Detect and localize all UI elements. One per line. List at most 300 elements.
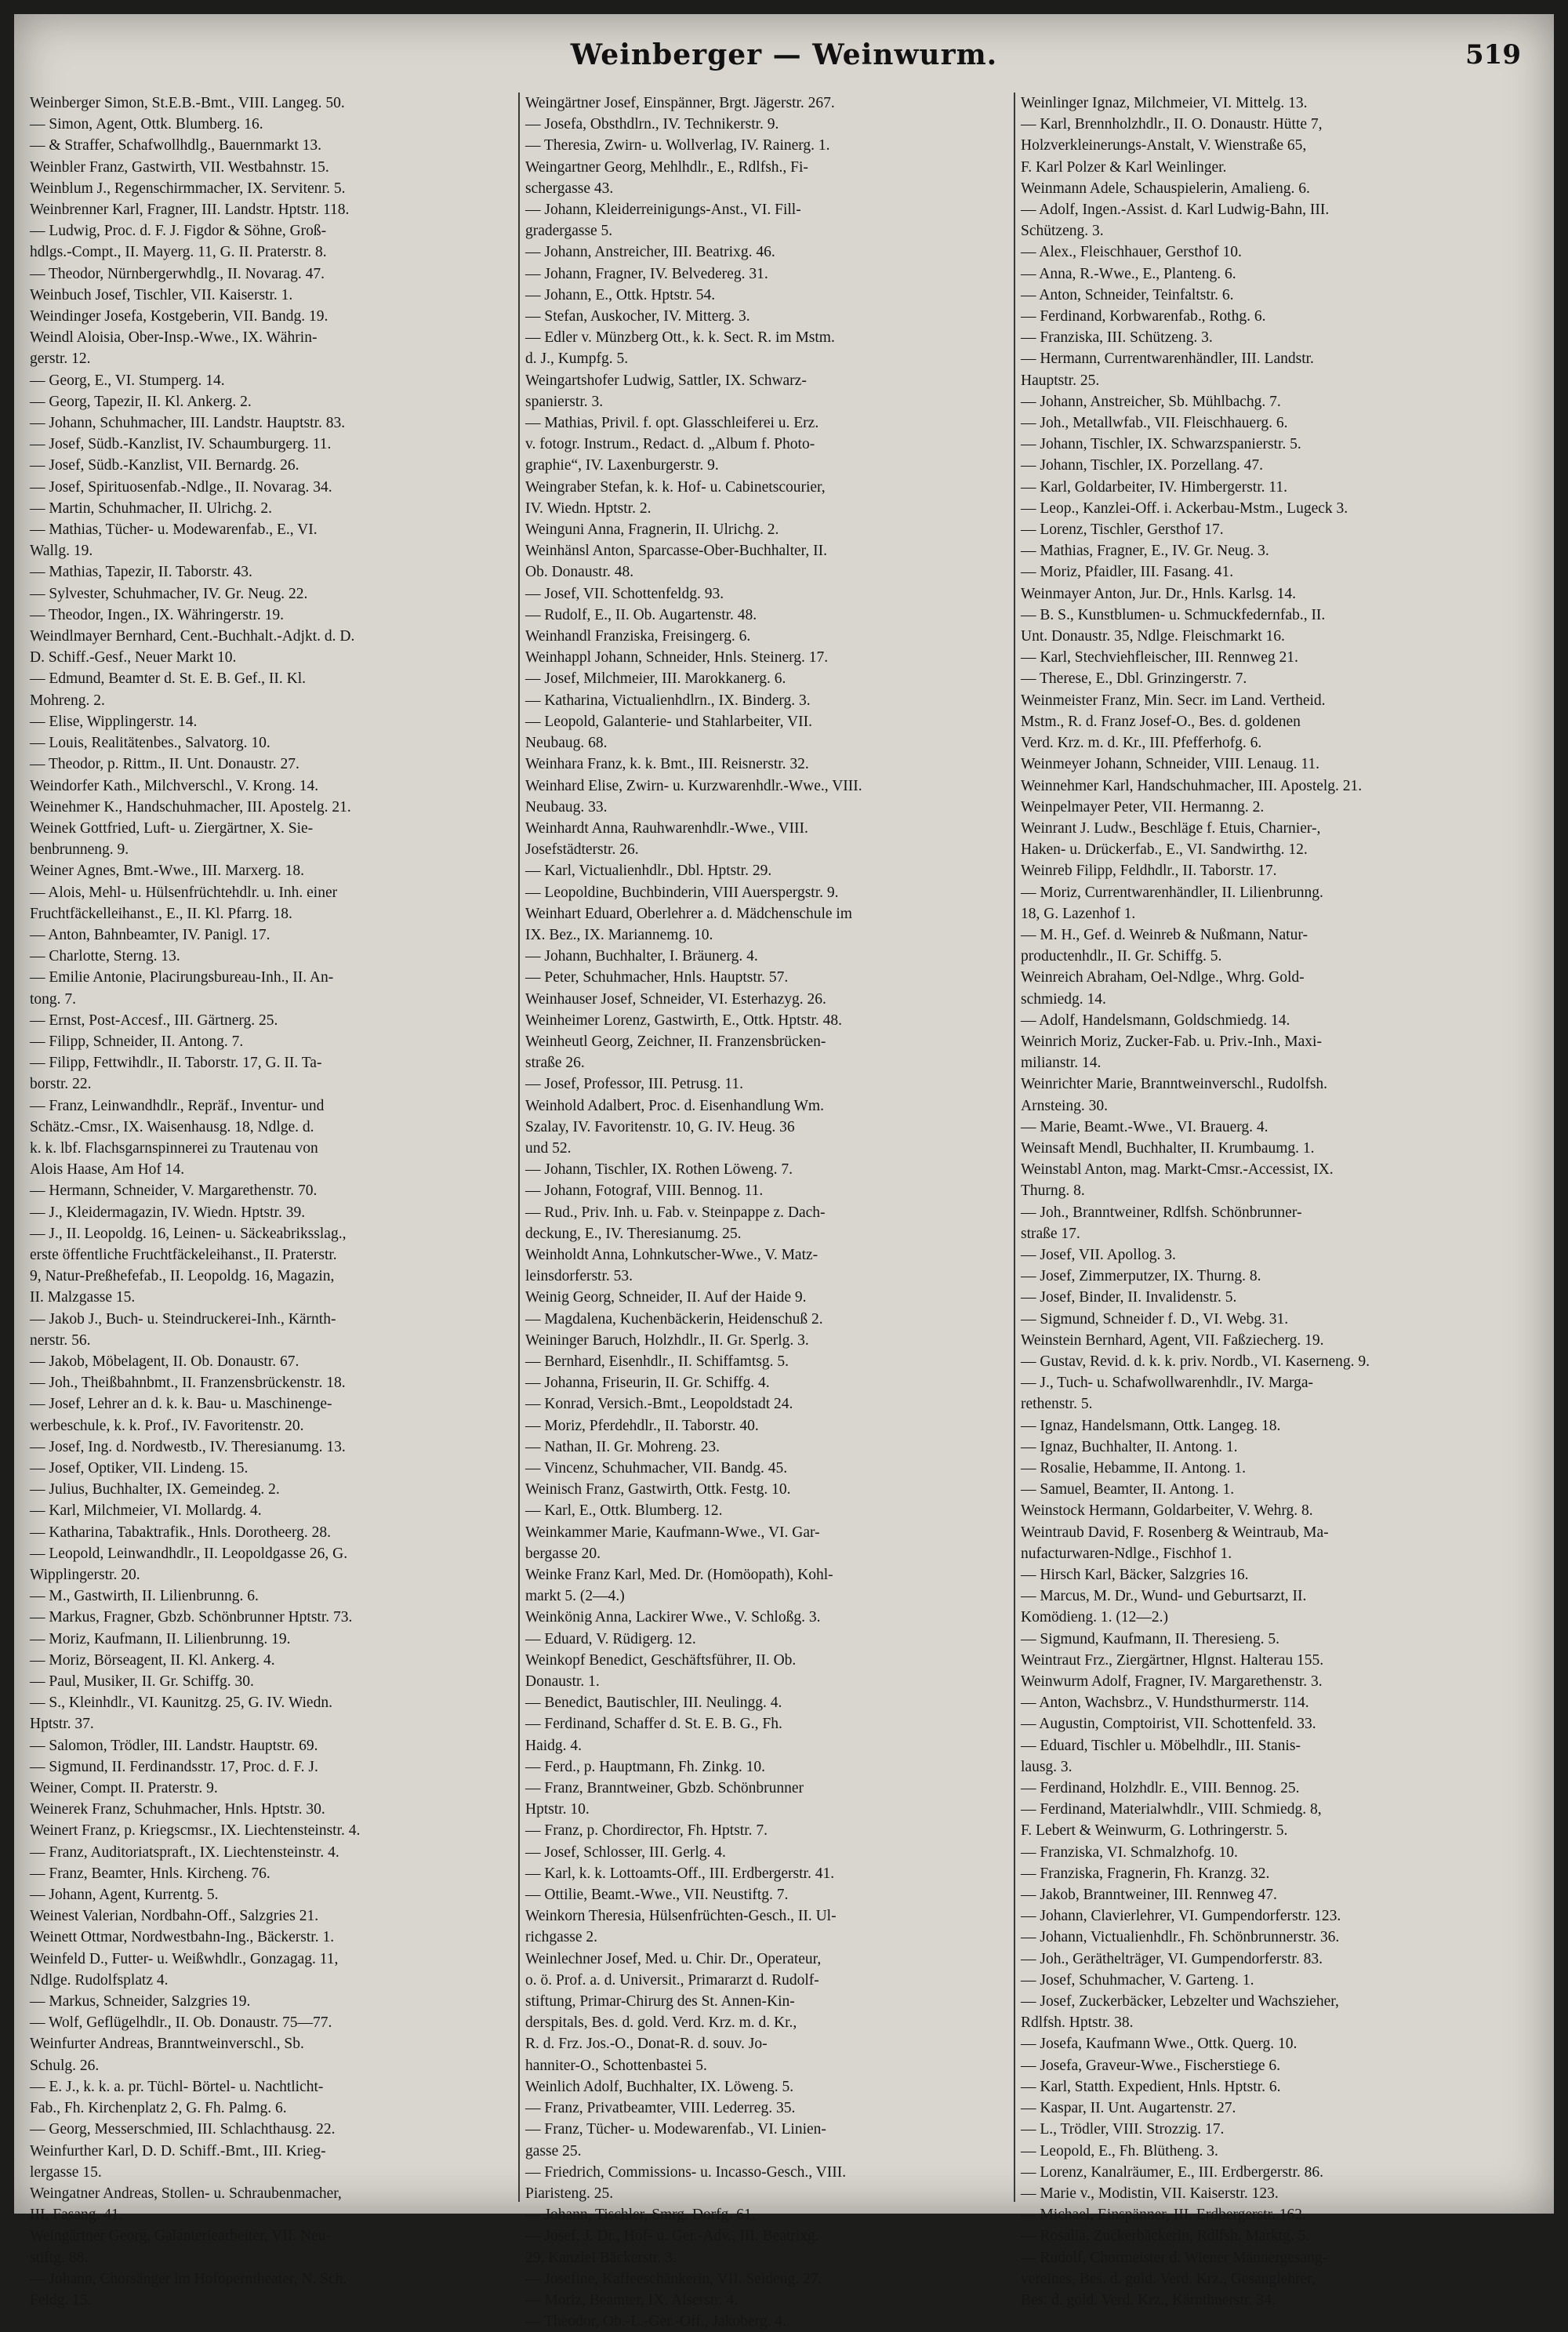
- directory-line: Haken- u. Drückerfab., E., VI. Sandwirthg. 12.: [1021, 841, 1308, 859]
- directory-line: — Johann, Agent, Kurrentg. 5.: [30, 1887, 219, 1904]
- directory-line: Weinreb Filipp, Feldhdlr., II. Taborstr. 17.: [1021, 863, 1277, 880]
- directory-line: Unt. Donaustr. 35, Ndlge. Fleischmarkt 16.: [1021, 628, 1285, 645]
- directory-line: — Anton, Wachsbrz., V. Hundsthurmerstr. 114.: [1021, 1695, 1309, 1712]
- directory-line: — Anton, Schneider, Teinfaltstr. 6.: [1021, 286, 1234, 303]
- directory-line: tong. 7.: [30, 990, 77, 1008]
- directory-line: Weinrichter Marie, Branntweinverschl., Rudolfsh.: [1021, 1076, 1328, 1093]
- directory-line: Weinke Franz Karl, Med. Dr. (Homöopath), Kohl-: [525, 1567, 833, 1584]
- directory-line: — Julius, Buchhalter, IX. Gemeindeg. 2.: [30, 1481, 280, 1498]
- directory-line: Weinreich Abraham, Oel-Ndlge., Whrg. Gold-: [1021, 969, 1305, 986]
- directory-line: — Rudolf, E., II. Ob. Augartenstr. 48.: [525, 606, 757, 623]
- directory-line: Neubaug. 68.: [525, 735, 608, 752]
- directory-line: — E. J., k. k. a. pr. Tüchl- Börtel- u. Nachtlicht-: [30, 2078, 324, 2095]
- directory-line: richgasse 2.: [525, 1929, 598, 1946]
- directory-line: Rdlfsh. Hptstr. 38.: [1021, 2014, 1134, 2032]
- directory-line: — Franz, p. Chordirector, Fh. Hptstr. 7.: [525, 1822, 768, 1840]
- directory-line: — Martin, Schuhmacher, II. Ulrichg. 2.: [30, 499, 272, 517]
- directory-line: Weinhart Eduard, Oberlehrer a. d. Mädchenschule im: [525, 905, 852, 922]
- directory-line: — Edmund, Beamter d. St. E. B. Gef., II. Kl.: [30, 670, 307, 688]
- directory-line: — Jakob, Möbelagent, II. Ob. Donaustr. 67.: [30, 1353, 299, 1370]
- directory-line: — Franz, Tücher- u. Modewarenfab., VI. Linien-: [525, 2121, 826, 2138]
- directory-line: — Josef, VII. Apollog. 3.: [1021, 1246, 1176, 1263]
- directory-line: — Josefa, Kaufmann Wwe., Ottk. Querg. 10.: [1021, 2036, 1298, 2053]
- directory-line: — Johanna, Friseurin, II. Gr. Schiffg. 4.: [525, 1375, 770, 1392]
- directory-line: — Moriz, Börseagent, II. Kl. Ankerg. 4.: [30, 1651, 275, 1669]
- directory-line: graphie“, IV. Laxenburgerstr. 9.: [525, 457, 719, 474]
- directory-line: — Johann, Schuhmacher, III. Landstr. Hauptstr. 83.: [30, 415, 346, 432]
- directory-line: Weinlinger Ignaz, Milchmeier, VI. Mittelg. 13.: [1021, 95, 1308, 111]
- directory-line: Weingartshofer Ludwig, Sattler, IX. Schwarz-: [525, 372, 807, 389]
- directory-line: — Ferdinand, Schaffer d. St. E. B. G., Fh.: [525, 1716, 782, 1733]
- directory-line: Weingatner Andreas, Stollen- u. Schraubenmacher,: [30, 2185, 342, 2202]
- directory-line: — Josef, Optiker, VII. Lindeng. 15.: [30, 1460, 249, 1477]
- directory-line: werbeschule, k. k. Prof., IV. Favoritenstr. 20.: [30, 1417, 304, 1434]
- directory-line: — Moriz, Kaufmann, II. Lilienbrunng. 19.: [30, 1630, 291, 1647]
- directory-line: Weinfeld D., Futter- u. Weißwhdlr., Gonzagag. 11,: [30, 1950, 339, 1967]
- directory-line: — Karl, Victualienhdlr., Dbl. Hptstr. 29.: [525, 863, 772, 880]
- directory-line: — Kaspar, II. Unt. Augartenstr. 27.: [1021, 2100, 1236, 2117]
- text-columns: [30, 93, 1538, 2330]
- directory-line: — Karl, k. k. Lottoamts-Off., III. Erdbergerstr. 41.: [525, 1865, 835, 1882]
- directory-line: lergasse 15.: [30, 2163, 102, 2181]
- directory-line: — Karl, Goldarbeiter, IV. Himbergerstr. 11.: [1021, 478, 1288, 496]
- directory-line: 29, Kanzlei Bäckerstr. 3.: [525, 2249, 677, 2266]
- directory-line: — Johann, Buchhalter, I. Bräunerg. 4.: [525, 948, 758, 965]
- directory-line: schmiedg. 14.: [1021, 990, 1106, 1008]
- directory-line: Fab., Fh. Kirchenplatz 2, G. Fh. Palmg. 6.: [30, 2100, 287, 2117]
- directory-line: Weinhauser Josef, Schneider, VI. Esterhazyg. 26.: [525, 990, 826, 1008]
- directory-line: — Johann, Tischler, Smrg. Dorfg. 61.: [525, 2207, 756, 2224]
- directory-line: — Joh., Metallwfab., VII. Fleischhauerg. 6.: [1021, 415, 1288, 432]
- directory-line: — Georg, Messerschmied, III. Schlachthausg. 22.: [30, 2121, 336, 2138]
- directory-page: [14, 14, 1554, 2330]
- directory-line: markt 5. (2—4.): [525, 1588, 625, 1605]
- directory-line: — Josef, Südb.-Kanzlist, VII. Bernardg. 26.: [30, 457, 299, 474]
- directory-line: — Vincenz, Schuhmacher, VII. Bandg. 45.: [525, 1460, 788, 1477]
- directory-line: Weingärtner Josef, Einspänner, Brgt. Jägerstr. 267.: [525, 95, 835, 111]
- directory-line: — Franz, Beamter, Hnls. Kircheng. 76.: [30, 1865, 270, 1882]
- directory-line: erste öffentliche Fruchtfäckeleihanst., II. Praterstr.: [30, 1246, 337, 1263]
- directory-line: — Elise, Wipplingerstr. 14.: [30, 713, 198, 730]
- directory-line: 18, G. Lazenhof 1.: [1021, 905, 1136, 922]
- directory-line: Alois Haase, Am Hof 14.: [30, 1161, 185, 1179]
- directory-line: Mohreng. 2.: [30, 692, 105, 709]
- directory-line: — Franz, Leinwandhdlr., Repräf., Inventur- und: [30, 1097, 325, 1114]
- directory-line: — Josef, Südb.-Kanzlist, IV. Schaumburgerg. 11.: [30, 436, 332, 453]
- directory-line: — Josef, Binder, II. Invalidenstr. 5.: [1021, 1289, 1237, 1306]
- directory-line: Weindlmayer Bernhard, Cent.-Buchhalt.-Adjkt. d. D.: [30, 628, 355, 645]
- directory-line: gasse 25.: [525, 2142, 582, 2159]
- directory-line: Feldg. 15.: [30, 2291, 92, 2308]
- directory-line: Szalay, IV. Favoritenstr. 10, G. IV. Heug. 36: [525, 1118, 795, 1135]
- directory-line: Weinpelmayer Peter, VII. Hermanng. 2.: [1021, 798, 1265, 815]
- directory-line: — Stefan, Auskocher, IV. Mitterg. 3.: [525, 308, 750, 325]
- directory-line: Piaristeng. 25.: [525, 2185, 614, 2202]
- directory-line: — Joh., Geräthelträger, VI. Gumpendorferstr. 83.: [1021, 1950, 1323, 1967]
- directory-line: — Filipp, Schneider, II. Antong. 7.: [30, 1033, 244, 1050]
- directory-line: Weinmeister Franz, Min. Secr. im Land. Vertheid.: [1021, 692, 1326, 709]
- directory-line: Ndlge. Rudolfsplatz 4.: [30, 1971, 169, 1989]
- directory-line: Weinlechner Josef, Med. u. Chir. Dr., Operateur,: [525, 1950, 822, 1967]
- directory-line: Weinmann Adele, Schauspielerin, Amalieng. 6.: [1021, 180, 1310, 197]
- directory-line: — Josef, Schlosser, III. Gerlg. 4.: [525, 1843, 726, 1861]
- directory-line: — Josef, VII. Schottenfeldg. 93.: [525, 585, 724, 602]
- directory-line: Weinkönig Anna, Lackirer Wwe., V. Schloßg. 3.: [525, 1609, 821, 1626]
- directory-line: Weinrich Moriz, Zucker-Fab. u. Priv.-Inh., Maxi-: [1021, 1033, 1322, 1050]
- directory-line: — Anna, R.-Wwe., E., Planteng. 6.: [1021, 265, 1236, 282]
- directory-line: — Joh., Branntweiner, Rdlfsh. Schönbrunner-: [1021, 1204, 1302, 1221]
- directory-line: — Ferd., p. Hauptmann, Fh. Zinkg. 10.: [525, 1758, 766, 1775]
- directory-line: k. k. lbf. Flachsgarnspinnerei zu Trautenau von: [30, 1139, 318, 1157]
- directory-line: — Anton, Bahnbeamter, IV. Panigl. 17.: [30, 926, 270, 943]
- directory-line: — Johann, Clavierlehrer, VI. Gumpendorferstr. 123.: [1021, 1908, 1341, 1925]
- directory-line: stiftung, Primar-Chirurg des St. Annen-Kin-: [525, 1993, 795, 2011]
- directory-line: Schätz.-Cmsr., IX. Waisenhausg. 18, Ndlge. d.: [30, 1118, 314, 1135]
- directory-line: Weininger Baruch, Holzhdlr., II. Gr. Sperlg. 3.: [525, 1331, 809, 1349]
- directory-line: Neubaug. 33.: [525, 798, 608, 815]
- directory-line: lausg. 3.: [1021, 1758, 1073, 1775]
- directory-line: — Josefine, Kaffeeschänkerin, VII. Seideng. 27.: [525, 2270, 822, 2287]
- directory-line: — Mathias, Tapezir, II. Taborstr. 43.: [30, 564, 252, 581]
- directory-line: — Josef, Schuhmacher, V. Garteng. 1.: [1021, 1971, 1254, 1989]
- directory-line: — Franz, Auditoriatspraft., IX. Liechtensteinstr. 4.: [30, 1843, 339, 1861]
- directory-line: Weinbrenner Karl, Fragner, III. Landstr. Hptstr. 118.: [30, 202, 350, 219]
- directory-line: Hauptstr. 25.: [1021, 372, 1100, 389]
- directory-line: — Josef, Professor, III. Petrusg. 11.: [525, 1076, 743, 1093]
- directory-line: — M., Gastwirth, II. Lilienbrunng. 6.: [30, 1588, 259, 1605]
- directory-line: nufacturwaren-Ndlge., Fischhof 1.: [1021, 1545, 1232, 1562]
- directory-line: — Franz, Privatbeamter, VIII. Lederreg. 35.: [525, 2100, 796, 2117]
- directory-line: Donaustr. 1.: [525, 1673, 600, 1691]
- directory-line: — & Straffer, Schafwollhdlg., Bauernmarkt 13.: [30, 137, 321, 154]
- directory-line: Wipplingerstr. 20.: [30, 1567, 140, 1584]
- directory-line: — Karl, Statth. Expedient, Hnls. Hptstr. 6.: [1021, 2078, 1281, 2095]
- directory-line: — Nathan, II. Gr. Mohreng. 23.: [525, 1438, 720, 1455]
- directory-line: — Theodor, p. Rittm., II. Unt. Donaustr. 27.: [30, 756, 299, 773]
- directory-line: — Bernhard, Eisenhdlr., II. Schiffamtsg. 5.: [525, 1353, 789, 1370]
- directory-line: — Josef, Zuckerbäcker, Lebzelter und Wachszieher,: [1021, 1993, 1339, 2011]
- directory-line: spanierstr. 3.: [525, 393, 604, 410]
- directory-line: Weiner, Compt. II. Praterstr. 9.: [30, 1780, 218, 1797]
- directory-line: — Karl, Brennholzhdlr., II. O. Donaustr. Hütte 7,: [1021, 116, 1323, 133]
- directory-line: — Josef, Ing. d. Nordwestb., IV. Theresianumg. 13.: [30, 1438, 346, 1455]
- directory-line: Weinig Georg, Schneider, II. Auf der Haide 9.: [525, 1289, 807, 1306]
- directory-line: — Moriz, Pfaidler, III. Fasang. 41.: [1021, 564, 1234, 581]
- directory-line: bergasse 20.: [525, 1545, 601, 1562]
- directory-line: — Friedrich, Commissions- u. Incasso-Gesch., VIII.: [525, 2163, 847, 2181]
- running-title: Weinberger — Weinwurm.: [570, 38, 998, 71]
- directory-line: — Josef, Zimmerputzer, IX. Thurng. 8.: [1021, 1268, 1261, 1285]
- directory-line: — Karl, Stechviehfleischer, III. Rennweg 21.: [1021, 649, 1298, 667]
- directory-line: F. Lebert & Weinwurm, G. Lothringerstr. 5.: [1021, 1822, 1288, 1840]
- directory-line: vereines, Bes. d. gold. Verd. Krz., Gesanglehrer,: [1021, 2270, 1316, 2287]
- directory-line: Weinkopf Benedict, Geschäftsführer, II. Ob.: [525, 1651, 797, 1669]
- directory-line: — Moriz, Beamter, IX. Alserstr. 4.: [525, 2291, 739, 2308]
- directory-line: — Franziska, VI. Schmalzhofg. 10.: [1021, 1843, 1238, 1861]
- directory-line: Weinhard Elise, Zwirn- u. Kurzwarenhdlr.-Wwe., VIII.: [525, 777, 862, 794]
- directory-line: Weinest Valerian, Nordbahn-Off., Salzgries 21.: [30, 1908, 319, 1925]
- directory-line: — Ernst, Post-Accesf., III. Gärtnerg. 25.: [30, 1012, 278, 1029]
- directory-line: Wallg. 19.: [30, 543, 93, 560]
- directory-line: — Mathias, Tücher- u. Modewarenfab., E., VI.: [30, 521, 318, 539]
- column-divider: [1014, 93, 1015, 2202]
- directory-line: — Theresia, Zwirn- u. Wollverlag, IV. Rainerg. 1.: [525, 137, 830, 154]
- directory-line: — Hirsch Karl, Bäcker, Salzgries 16.: [1021, 1567, 1249, 1584]
- directory-line: — Josef, Lehrer an d. k. k. Bau- u. Maschinenge-: [30, 1396, 332, 1413]
- directory-line: — Ottilie, Beamt.-Wwe., VII. Neustiftg. 7.: [525, 1887, 789, 1904]
- directory-line: straße 26.: [525, 1055, 585, 1072]
- directory-line: Weinlich Adolf, Buchhalter, IX. Löweng. 5.: [525, 2078, 794, 2095]
- directory-line: Weinhara Franz, k. k. Bmt., III. Reisnerstr. 32.: [525, 756, 809, 773]
- directory-line: IX. Bez., IX. Mariannemg. 10.: [525, 926, 713, 943]
- directory-line: — Konrad, Versich.-Bmt., Leopoldstadt 24.: [525, 1396, 793, 1413]
- directory-line: Weinfurter Andreas, Branntweinverschl., Sb.: [30, 2036, 304, 2053]
- directory-line: Weinhänsl Anton, Sparcasse-Ober-Buchhalter, II.: [525, 543, 827, 560]
- directory-line: Weinguni Anna, Fragnerin, II. Ulrichg. 2.: [525, 521, 779, 539]
- directory-line: — Adolf, Handelsmann, Goldschmiedg. 14.: [1021, 1012, 1290, 1029]
- directory-line: hanniter-O., Schottenbastei 5.: [525, 2057, 707, 2074]
- directory-line: — Johann, Fragner, IV. Belvedereg. 31.: [525, 265, 768, 282]
- directory-line: — Ignaz, Buchhalter, II. Antong. 1.: [1021, 1438, 1238, 1455]
- directory-line: — Louis, Realitätenbes., Salvatorg. 10.: [30, 735, 270, 752]
- directory-line: — M. H., Gef. d. Weinreb & Nußmann, Natur-: [1021, 926, 1308, 943]
- directory-line: Weinhappl Johann, Schneider, Hnls. Steinerg. 17.: [525, 649, 829, 667]
- directory-line: leinsdorferstr. 53.: [525, 1268, 633, 1285]
- directory-line: borstr. 22.: [30, 1076, 92, 1093]
- directory-line: rethenstr. 5.: [1021, 1396, 1093, 1413]
- directory-line: — L., Trödler, VIII. Strozzig. 17.: [1021, 2121, 1225, 2138]
- directory-line: Komödieng. 1. (12—2.): [1021, 1609, 1168, 1626]
- directory-line: schergasse 43.: [525, 180, 614, 197]
- directory-line: — Leop., Kanzlei-Off. i. Ackerbau-Mstm., Lugeck 3.: [1021, 499, 1348, 517]
- directory-line: — Karl, Milchmeier, VI. Mollardg. 4.: [30, 1502, 262, 1520]
- column-1: [30, 93, 514, 2308]
- directory-line: Weingärtner Georg, Galanteriearbeiter, VII. Neu-: [30, 2228, 332, 2245]
- directory-line: — Peter, Schuhmacher, Hnls. Hauptstr. 57.: [525, 969, 789, 986]
- directory-line: — Johann, Anstreicher, Sb. Mühlbachg. 7.: [1021, 393, 1281, 410]
- directory-line: — S., Kleinhdlr., VI. Kaunitzg. 25, G. IV. Wiedn.: [30, 1695, 332, 1712]
- directory-line: Weinkammer Marie, Kaufmann-Wwe., VI. Gar-: [525, 1524, 820, 1541]
- directory-line: Weinmeyer Johann, Schneider, VIII. Lenaug. 11.: [1021, 756, 1320, 773]
- directory-line: III. Fasang. 41.: [30, 2207, 123, 2224]
- directory-line: Weingraber Stefan, k. k. Hof- u. Cabinetscourier,: [525, 478, 826, 496]
- directory-line: Weinbler Franz, Gastwirth, VII. Westbahnstr. 15.: [30, 158, 329, 176]
- directory-line: Mstm., R. d. Franz Josef-O., Bes. d. goldenen: [1021, 713, 1301, 730]
- directory-line: — Alois, Mehl- u. Hülsenfrüchtehdlr. u. Inh. einer: [30, 884, 338, 901]
- directory-line: — Hermann, Schneider, V. Margarethenstr. 70.: [30, 1182, 318, 1200]
- directory-line: Arnsteing. 30.: [1021, 1097, 1109, 1114]
- directory-line: benbrunneng. 9.: [30, 841, 129, 859]
- directory-line: — J., Kleidermagazin, IV. Wiedn. Hptstr. 39.: [30, 1204, 306, 1221]
- directory-line: Weinerek Franz, Schuhmacher, Hnls. Hptstr. 30.: [30, 1801, 325, 1818]
- directory-line: 9, Natur-Preßhefefab., II. Leopoldg. 16, Magazin,: [30, 1268, 335, 1285]
- directory-line: — Ferdinand, Holzhdlr. E., VIII. Bennog. 25.: [1021, 1780, 1300, 1797]
- directory-line: — Johann, Victualienhdlr., Fh. Schönbrunnerstr. 36.: [1021, 1929, 1340, 1946]
- directory-line: Weinfurther Karl, D. D. Schiff.-Bmt., III. Krieg-: [30, 2142, 326, 2159]
- directory-line: Schulg. 26.: [30, 2057, 100, 2074]
- directory-line: v. fotogr. Instrum., Redact. d. „Album f. Photo-: [525, 436, 815, 453]
- directory-line: — Augustin, Comptoirist, VII. Schottenfeld. 33.: [1021, 1716, 1316, 1733]
- directory-line: — Marie v., Modistin, VII. Kaiserstr. 123.: [1021, 2185, 1279, 2202]
- directory-line: straße 17.: [1021, 1225, 1080, 1242]
- directory-line: — Emilie Antonie, Placirungsbureau-Inh., II. An-: [30, 969, 334, 986]
- directory-line: Weinholdt Anna, Lohnkutscher-Wwe., V. Matz-: [525, 1246, 818, 1263]
- directory-line: F. Karl Polzer & Karl Weinlinger.: [1021, 158, 1227, 176]
- directory-line: Ob. Donaustr. 48.: [525, 564, 634, 581]
- directory-line: — Ferdinand, Materialwhdlr., VIII. Schmiedg. 8,: [1021, 1801, 1322, 1818]
- directory-line: — Johann, Anstreicher, III. Beatrixg. 46.: [525, 244, 775, 261]
- directory-line: — Georg, E., VI. Stumperg. 14.: [30, 372, 225, 389]
- directory-line: — Johann, Chorsänger im Hofoperntheater, N. Sch.: [30, 2270, 347, 2287]
- directory-line: — Magdalena, Kuchenbäckerin, Heidenschuß 2.: [525, 1310, 823, 1328]
- directory-line: Weinert Franz, p. Kriegscmsr., IX. Liechtensteinstr. 4.: [30, 1822, 361, 1840]
- directory-line: Weinett Ottmar, Nordwestbahn-Ing., Bäckerstr. 1.: [30, 1929, 335, 1946]
- directory-line: deckung, E., IV. Theresianumg. 25.: [525, 1225, 742, 1242]
- directory-line: IV. Wiedn. Hptstr. 2.: [525, 499, 652, 517]
- directory-line: — Rosalia, Zuckerbäckerin, Rdlfsh. Marktg. 5.: [1021, 2228, 1310, 2245]
- directory-line: Weinehmer K., Handschuhmacher, III. Apostelg. 21.: [30, 798, 351, 815]
- directory-line: — Therese, E., Dbl. Grinzingerstr. 7.: [1021, 670, 1247, 688]
- directory-line: — Franziska, Fragnerin, Fh. Kranzg. 32.: [1021, 1865, 1270, 1882]
- directory-line: — Simon, Agent, Ottk. Blumberg. 16.: [30, 116, 263, 133]
- column-2: [525, 93, 1010, 2330]
- directory-line: — Ludwig, Proc. d. F. J. Figdor & Söhne, Groß-: [30, 223, 327, 240]
- directory-line: o. ö. Prof. a. d. Universit., Primararzt d. Rudolf-: [525, 1971, 819, 1989]
- directory-line: — Marcus, M. Dr., Wund- und Geburtsarzt, II.: [1021, 1588, 1307, 1605]
- directory-line: Weinberger Simon, St.E.B.-Bmt., VIII. Langeg. 50.: [30, 95, 345, 111]
- directory-line: Weintraub David, F. Rosenberg & Weintraub, Ma-: [1021, 1524, 1329, 1541]
- directory-line: Weiner Agnes, Bmt.-Wwe., III. Marxerg. 18.: [30, 863, 305, 880]
- directory-line: — Josef, J. Dr., Hof- u. Ger.-Adv., III. Beatrixg.: [525, 2228, 819, 2245]
- directory-line: und 52.: [525, 1139, 572, 1157]
- directory-line: — Benedict, Bautischler, III. Neulingg. 4.: [525, 1695, 782, 1712]
- directory-line: — Adolf, Ingen.-Assist. d. Karl Ludwig-Bahn, III.: [1021, 202, 1330, 219]
- directory-line: — Franziska, III. Schützeng. 3.: [1021, 329, 1213, 347]
- directory-line: Weinheimer Lorenz, Gastwirth, E., Ottk. Hptstr. 48.: [525, 1012, 843, 1029]
- directory-line: Haidg. 4.: [525, 1737, 583, 1754]
- directory-line: — Johann, Fotograf, VIII. Bennog. 11.: [525, 1182, 764, 1200]
- directory-line: — Rud., Priv. Inh. u. Fab. v. Steinpappe z. Dach-: [525, 1204, 826, 1221]
- directory-line: Weinblum J., Regenschirmmacher, IX. Servitenг. 5.: [30, 180, 346, 197]
- directory-line: Weinisch Franz, Gastwirth, Ottk. Festg. 10.: [525, 1481, 791, 1498]
- directory-line: — Charlotte, Sterng. 13.: [30, 948, 180, 965]
- directory-line: nerstr. 56.: [30, 1331, 91, 1349]
- directory-line: derspitals, Bes. d. gold. Verd. Krz. m. d. Kr.,: [525, 2014, 797, 2032]
- directory-line: — Mathias, Fragner, E., IV. Gr. Neug. 3.: [1021, 543, 1269, 560]
- directory-line: — Michael, Einspänner, III. Erdbergerstr. 162.: [1021, 2207, 1306, 2224]
- directory-line: Holzverkleinerungs-Anstalt, V. Wienstraße 65,: [1021, 137, 1307, 154]
- directory-line: — Johann, Kleiderreinigungs-Anst., VI. Fill-: [525, 202, 801, 219]
- directory-line: Weinek Gottfried, Luft- u. Ziergärtner, X. Sie-: [30, 819, 314, 837]
- directory-line: — Katharina, Tabaktrafik., Hnls. Dorotheerg. 28.: [30, 1524, 332, 1541]
- directory-line: Weinkorn Theresia, Hülsenfrüchten-Gesch., II. Ul-: [525, 1908, 837, 1925]
- directory-line: — Josefa, Obsthdlrn., IV. Technikerstr. 9.: [525, 116, 779, 133]
- directory-line: — Gustav, Revid. d. k. k. priv. Nordb., VI. Kaserneng. 9.: [1021, 1353, 1370, 1370]
- directory-line: — Hermann, Currentwarenhändler, III. Landstr.: [1021, 351, 1314, 368]
- directory-line: — Joh., Theißbahnbmt., II. Franzensbrückenstr. 18.: [30, 1375, 346, 1392]
- directory-line: Hptstr. 37.: [30, 1716, 94, 1733]
- directory-line: — Johann, Tischler, IX. Schwarzspanierstr. 5.: [1021, 436, 1301, 453]
- directory-line: — B. S., Kunstblumen- u. Schmuckfedernfab., II.: [1021, 606, 1326, 623]
- page-header: [14, 31, 1554, 78]
- directory-line: — Mathias, Privil. f. opt. Glasschleiferei u. Erz.: [525, 415, 819, 432]
- directory-line: milianstr. 14.: [1021, 1055, 1102, 1072]
- directory-line: — Theodor, Nürnbergerwhdlg., II. Novarag. 47.: [30, 265, 325, 282]
- directory-line: Weinnehmer Karl, Handschuhmacher, III. Apostelg. 21.: [1021, 777, 1363, 794]
- column-divider: [518, 93, 520, 2202]
- directory-line: Weinbuch Josef, Tischler, VII. Kaiserstr. 1.: [30, 286, 293, 303]
- directory-line: — Marie, Beamt.-Wwe., VI. Brauerg. 4.: [1021, 1118, 1269, 1135]
- directory-line: productenhdlr., II. Gr. Schiffg. 5.: [1021, 948, 1222, 965]
- directory-line: — Moriz, Pferdehdlr., II. Taborstr. 40.: [525, 1417, 759, 1434]
- directory-line: Weinsaft Mendl, Buchhalter, II. Krumbaumg. 1.: [1021, 1139, 1315, 1157]
- column-3: [1021, 93, 1523, 2308]
- directory-line: — Josef, Spirituosenfab.-Ndlge., II. Novarag. 34.: [30, 478, 332, 496]
- directory-line: — Sigmund, II. Ferdinandsstr. 17, Proc. d. F. J.: [30, 1758, 318, 1775]
- directory-line: Verd. Krz. m. d. Kr., III. Pfefferhofg. 6.: [1021, 735, 1262, 752]
- directory-line: Thurng. 8.: [1021, 1182, 1085, 1200]
- directory-line: hdlgs.-Compt., II. Mayerg. 11, G. II. Praterstr. 8.: [30, 244, 327, 261]
- directory-line: — Salomon, Trödler, III. Landstr. Hauptstr. 69.: [30, 1737, 318, 1754]
- directory-line: Bes. d. gold. Verd. Krz., Kärnthnerstr. 34.: [1021, 2291, 1276, 2308]
- directory-line: Schützeng. 3.: [1021, 223, 1104, 240]
- directory-line: — Markus, Fragner, Gbzb. Schönbrunner Hptstr. 73.: [30, 1609, 353, 1626]
- directory-line: — Johann, Tischler, IX. Rothen Löweng. 7.: [525, 1161, 793, 1179]
- directory-line: Hptstr. 10.: [525, 1801, 590, 1818]
- directory-line: Weingartner Georg, Mehlhdlr., E., Rdlfsh., Fi-: [525, 158, 808, 176]
- directory-line: Fruchtfäckelleihanst., E., II. Kl. Pfarrg. 18.: [30, 905, 292, 922]
- directory-line: R. d. Frz. Jos.-O., Donat-R. d. souv. Jo-: [525, 2036, 768, 2053]
- directory-line: — Rosalie, Hebamme, II. Antong. 1.: [1021, 1460, 1247, 1477]
- directory-line: Weinheutl Georg, Zeichner, II. Franzensbrücken-: [525, 1033, 826, 1050]
- directory-line: — Leopoldine, Buchbinderin, VIII Auerspergstr. 9.: [525, 884, 839, 901]
- directory-line: Weinhold Adalbert, Proc. d. Eisenhandlung Wm.: [525, 1097, 824, 1114]
- directory-line: — Eduard, V. Rüdigerg. 12.: [525, 1630, 696, 1647]
- directory-line: Weintraut Frz., Ziergärtner, Hlgnst. Halterau 155.: [1021, 1651, 1324, 1669]
- directory-line: Weindinger Josefa, Kostgeberin, VII. Bandg. 19.: [30, 308, 328, 325]
- directory-line: — Leopold, Galanterie- und Stahlarbeiter, VII.: [525, 713, 812, 730]
- directory-line: Weinstein Bernhard, Agent, VII. Faßziecherg. 19.: [1021, 1331, 1324, 1349]
- directory-line: — Samuel, Beamter, II. Antong. 1.: [1021, 1481, 1235, 1498]
- directory-line: — Leopold, E., Fh. Blütheng. 3.: [1021, 2142, 1218, 2159]
- directory-line: — Sigmund, Kaufmann, II. Theresieng. 5.: [1021, 1630, 1279, 1647]
- directory-line: — J., Tuch- u. Schafwollwarenhdlr., IV. Marga-: [1021, 1375, 1313, 1392]
- directory-line: — Josef, Milchmeier, III. Marokkanerg. 6.: [525, 670, 786, 688]
- directory-line: — Karl, E., Ottk. Blumberg. 12.: [525, 1502, 723, 1520]
- directory-line: Weinstabl Anton, mag. Markt-Cmsr.-Accessist, IX.: [1021, 1161, 1334, 1179]
- directory-line: — Ignaz, Handelsmann, Ottk. Langeg. 18.: [1021, 1417, 1281, 1434]
- directory-line: — Johann, Tischler, IX. Porzellang. 47.: [1021, 457, 1264, 474]
- directory-line: gradergasse 5.: [525, 223, 613, 240]
- directory-line: — Markus, Schneider, Salzgries 19.: [30, 1993, 251, 2011]
- directory-line: — Lorenz, Kanalräumer, E., III. Erdbergerstr. 86.: [1021, 2163, 1324, 2181]
- directory-line: stiftg. 88.: [30, 2249, 89, 2266]
- directory-line: — Jakob J., Buch- u. Steindruckerei-Inh., Kärnth-: [30, 1310, 336, 1328]
- directory-line: D. Schiff.-Gesf., Neuer Markt 10.: [30, 649, 237, 667]
- directory-line: gerstr. 12.: [30, 351, 91, 368]
- directory-line: — Moriz, Currentwarenhändler, II. Lilienbrunng.: [1021, 884, 1323, 901]
- directory-line: — Jakob, Branntweiner, III. Rennweg 47.: [1021, 1887, 1277, 1904]
- directory-line: Weindl Aloisia, Ober-Insp.-Wwe., IX. Währin-: [30, 329, 318, 347]
- directory-line: — Rudolf, Chormeister d. Wiener Männergesang-: [1021, 2249, 1328, 2266]
- directory-line: — Sigmund, Schneider f. D., VI. Webg. 31.: [1021, 1310, 1289, 1328]
- directory-line: Weinwurm Adolf, Fragner, IV. Margarethenstr. 3.: [1021, 1673, 1323, 1691]
- directory-line: Weinmayer Anton, Jur. Dr., Hnls. Karlsg. 14.: [1021, 585, 1297, 602]
- directory-line: — Filipp, Fettwihdlr., II. Taborstr. 17, G. II. Ta-: [30, 1055, 322, 1072]
- directory-line: — Franz, Branntweiner, Gbzb. Schönbrunner: [525, 1780, 804, 1797]
- directory-line: II. Malzgasse 15.: [30, 1289, 136, 1306]
- directory-line: — Sylvester, Schuhmacher, IV. Gr. Neug. 22.: [30, 585, 308, 602]
